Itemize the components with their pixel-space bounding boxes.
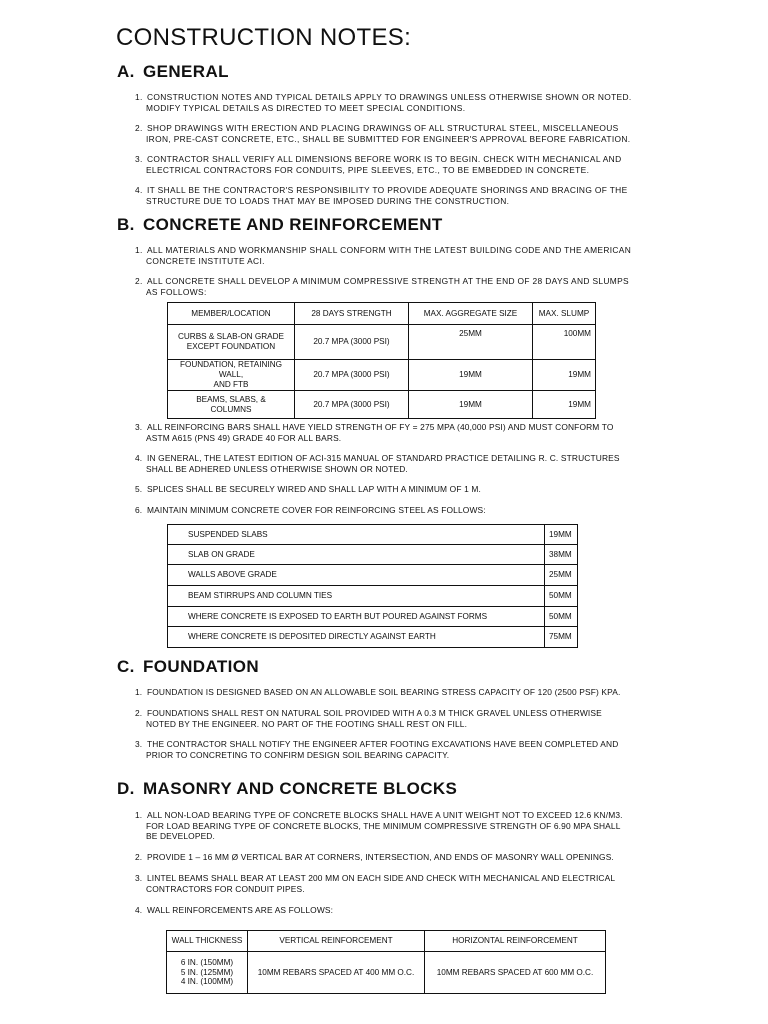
- table-cell: 19MM: [533, 360, 596, 391]
- table-row: [168, 525, 578, 545]
- table-cell: 10MM REBARS SPACED AT 400 MM O.C.: [248, 952, 425, 994]
- note-number: 2.: [135, 276, 143, 286]
- note-number: 3.: [135, 154, 143, 164]
- page-title: CONSTRUCTION NOTES:: [116, 24, 412, 51]
- note-b5: [135, 484, 675, 495]
- table-header: MEMBER/LOCATION: [168, 303, 295, 325]
- note-number: 2.: [135, 708, 143, 718]
- note-number: 4.: [135, 185, 143, 195]
- table-row: [168, 545, 578, 565]
- table-cell: 38MM: [545, 545, 578, 565]
- table-cell: 10MM REBARS SPACED AT 600 MM O.C.: [425, 952, 606, 994]
- note-line: ALL CONCRETE SHALL DEVELOP A MINIMUM COMPRESSIVE STRENGTH AT THE END OF 28 DAYS AND SLUMPS: [147, 276, 629, 286]
- note-line: SPLICES SHALL BE SECURELY WIRED AND SHALL LAP WITH A MINIMUM OF 1 M.: [147, 484, 481, 494]
- note-line: IT SHALL BE THE CONTRACTOR'S RESPONSIBILITY TO PROVIDE ADEQUATE SHORINGS AND BRACING OF THE: [147, 185, 628, 195]
- table-row: [168, 360, 596, 391]
- concrete-strength-table: [167, 302, 596, 419]
- note-b3: [135, 422, 675, 443]
- note-line: BE DEVELOPED.: [146, 831, 215, 842]
- note-line: IN GENERAL, THE LATEST EDITION OF ACI-315 MANUAL OF STANDARD PRACTICE DETAILING R. C. STRUCTURES: [147, 453, 620, 463]
- note-line: ASTM A615 (PNS 49) GRADE 40 FOR ALL BARS.: [146, 432, 342, 443]
- table-header: MAX. AGGREGATE SIZE: [409, 303, 533, 325]
- table-cell: 75MM: [545, 627, 578, 648]
- note-number: 3.: [135, 739, 143, 749]
- note-c3: [135, 739, 675, 760]
- note-a1: [135, 92, 675, 113]
- note-line: CONTRACTORS FOR CONDUIT PIPES.: [146, 883, 305, 894]
- table-header: VERTICAL REINFORCEMENT: [248, 931, 425, 952]
- section-title: CONCRETE AND REINFORCEMENT: [143, 215, 443, 234]
- note-number: 4.: [135, 905, 143, 915]
- table-cell: 50MM: [545, 586, 578, 607]
- table-cell: 19MM: [409, 391, 533, 419]
- note-number: 1.: [135, 92, 143, 102]
- note-number: 5.: [135, 484, 143, 494]
- note-b6: [135, 505, 675, 516]
- note-b2: [135, 276, 675, 297]
- table-cell: SUSPENDED SLABS: [168, 525, 545, 545]
- note-number: 1.: [135, 810, 143, 820]
- table-cell: 19MM: [533, 391, 596, 419]
- note-b4: [135, 453, 675, 474]
- table-row: [168, 627, 578, 648]
- wall-reinforcement-table: [166, 930, 606, 994]
- note-line: ALL REINFORCING BARS SHALL HAVE YIELD STRENGTH OF FY = 275 MPA (40,000 PSI) AND MUST CONFORM TO: [147, 422, 614, 432]
- note-line: FOUNDATIONS SHALL REST ON NATURAL SOIL PROVIDED WITH A 0.3 M THICK GRAVEL UNLESS OTHERWISE: [147, 708, 602, 718]
- note-line: FOUNDATION IS DESIGNED BASED ON AN ALLOWABLE SOIL BEARING STRESS CAPACITY OF 120 (2500 PSF) KPA.: [147, 687, 621, 697]
- table-row: [167, 952, 606, 994]
- table-cell: 19MM: [545, 525, 578, 545]
- note-a2: [135, 123, 675, 144]
- table-cell: 50MM: [545, 607, 578, 627]
- note-line: CONTRACTOR SHALL VERIFY ALL DIMENSIONS BEFORE WORK IS TO BEGIN. CHECK WITH MECHANICAL AND: [147, 154, 622, 164]
- concrete-cover-table: [167, 524, 578, 648]
- note-line: FOR LOAD BEARING TYPE OF CONCRETE BLOCKS, THE MINIMUM COMPRESSIVE STRENGTH OF 6.90 MPA SHALL: [146, 820, 621, 831]
- note-number: 4.: [135, 453, 143, 463]
- note-line: LINTEL BEAMS SHALL BEAR AT LEAST 200 MM ON EACH SIDE AND CHECK WITH MECHANICAL AND ELECTRICAL: [147, 873, 616, 883]
- table-row: [168, 391, 596, 419]
- note-line: CONSTRUCTION NOTES AND TYPICAL DETAILS APPLY TO DRAWINGS UNLESS OTHERWISE SHOWN OR NOTED.: [147, 92, 632, 102]
- table-header: HORIZONTAL REINFORCEMENT: [425, 931, 606, 952]
- note-c2: [135, 708, 675, 729]
- table-row: [168, 586, 578, 607]
- section-title: FOUNDATION: [143, 657, 260, 676]
- section-heading-general: [117, 62, 229, 82]
- table-cell: WALLS ABOVE GRADE: [168, 565, 545, 586]
- table-cell: WHERE CONCRETE IS DEPOSITED DIRECTLY AGAINST EARTH: [168, 627, 545, 648]
- table-cell: 20.7 MPA (3000 PSI): [295, 360, 409, 391]
- section-letter: B.: [117, 215, 135, 234]
- table-cell: 19MM: [409, 360, 533, 391]
- table-header: 28 DAYS STRENGTH: [295, 303, 409, 325]
- table-cell: SLAB ON GRADE: [168, 545, 545, 565]
- note-d4: [135, 905, 675, 916]
- table-cell: FOUNDATION, RETAINING WALL, AND FTB: [168, 360, 295, 391]
- table-row: [168, 325, 596, 360]
- note-d2: [135, 852, 675, 863]
- note-b1: [135, 245, 675, 266]
- table-cell: CURBS & SLAB-ON GRADE EXCEPT FOUNDATION: [168, 325, 295, 360]
- note-d3: [135, 873, 675, 894]
- note-d1: [135, 810, 675, 842]
- table-cell: BEAM STIRRUPS AND COLUMN TIES: [168, 586, 545, 607]
- note-line: AS FOLLOWS:: [146, 286, 207, 297]
- table-cell: WHERE CONCRETE IS EXPOSED TO EARTH BUT POURED AGAINST FORMS: [168, 607, 545, 627]
- note-line: MODIFY TYPICAL DETAILS AS DIRECTED TO MEET SPECIAL CONDITIONS.: [146, 102, 466, 113]
- note-line: ALL MATERIALS AND WORKMANSHIP SHALL CONFORM WITH THE LATEST BUILDING CODE AND THE AMERICAN: [147, 245, 632, 255]
- note-number: 2.: [135, 852, 143, 862]
- note-line: IRON, PRE-CAST CONCRETE, ETC., SHALL BE SUBMITTED FOR ENGINEER'S APPROVAL BEFORE FABRICATION.: [146, 133, 631, 144]
- section-letter: C.: [117, 657, 135, 676]
- section-title: GENERAL: [143, 62, 229, 81]
- table-row: [168, 565, 578, 586]
- note-line: ELECTRICAL CONTRACTORS FOR CONDUITS, PIPE SLEEVES, ETC., TO BE EMBEDDED IN CONCRETE.: [146, 164, 590, 175]
- note-line: MAINTAIN MINIMUM CONCRETE COVER FOR REINFORCING STEEL AS FOLLOWS:: [147, 505, 486, 515]
- note-c1: [135, 687, 675, 698]
- table-cell: 100MM: [533, 325, 596, 360]
- note-line: NOTED BY THE ENGINEER. NO PART OF THE FOOTING SHALL REST ON FILL.: [146, 718, 468, 729]
- table-cell: 20.7 MPA (3000 PSI): [295, 325, 409, 360]
- note-number: 3.: [135, 422, 143, 432]
- table-header-row: [168, 303, 596, 325]
- note-line: SHOP DRAWINGS WITH ERECTION AND PLACING DRAWINGS OF ALL STRUCTURAL STEEL, MISCELLANEOUS: [147, 123, 619, 133]
- note-line: THE CONTRACTOR SHALL NOTIFY THE ENGINEER AFTER FOOTING EXCAVATIONS HAVE BEEN COMPLETED AND: [147, 739, 619, 749]
- note-number: 6.: [135, 505, 143, 515]
- note-a4: [135, 185, 675, 206]
- note-line: CONCRETE INSTITUTE ACI.: [146, 255, 265, 266]
- table-row: [168, 607, 578, 627]
- table-cell: 25MM: [545, 565, 578, 586]
- note-line: PRIOR TO CONCRETING TO CONFIRM DESIGN SOIL BEARING CAPACITY.: [146, 749, 450, 760]
- note-line: PROVIDE 1 – 16 MM Ø VERTICAL BAR AT CORNERS, INTERSECTION, AND ENDS OF MASONRY WALL OPENINGS.: [147, 852, 614, 862]
- section-letter: D.: [117, 779, 135, 798]
- note-number: 1.: [135, 245, 143, 255]
- table-cell: BEAMS, SLABS, & COLUMNS: [168, 391, 295, 419]
- note-line: ALL NON-LOAD BEARING TYPE OF CONCRETE BLOCKS SHALL HAVE A UNIT WEIGHT NOT TO EXCEED 12.6 KN/M3.: [147, 810, 623, 820]
- table-header: MAX. SLUMP: [533, 303, 596, 325]
- table-cell: 20.7 MPA (3000 PSI): [295, 391, 409, 419]
- note-number: 1.: [135, 687, 143, 697]
- section-letter: A.: [117, 62, 135, 81]
- table-header-row: [167, 931, 606, 952]
- note-line: SHALL BE ADHERED UNLESS OTHERWISE SHOWN OR NOTED.: [146, 463, 408, 474]
- section-heading-foundation: [117, 657, 259, 677]
- table-cell: 6 IN. (150MM) 5 IN. (125MM) 4 IN. (100MM): [167, 952, 248, 994]
- note-number: 3.: [135, 873, 143, 883]
- table-header: WALL THICKNESS: [167, 931, 248, 952]
- note-number: 2.: [135, 123, 143, 133]
- section-heading-masonry: [117, 779, 457, 799]
- section-heading-concrete: [117, 215, 443, 235]
- note-a3: [135, 154, 675, 175]
- section-title: MASONRY AND CONCRETE BLOCKS: [143, 779, 458, 798]
- note-line: WALL REINFORCEMENTS ARE AS FOLLOWS:: [147, 905, 334, 915]
- table-cell: 25MM: [409, 325, 533, 360]
- note-line: STRUCTURE DUE TO LOADS THAT MAY BE IMPOSED DURING THE CONSTRUCTION.: [146, 195, 510, 206]
